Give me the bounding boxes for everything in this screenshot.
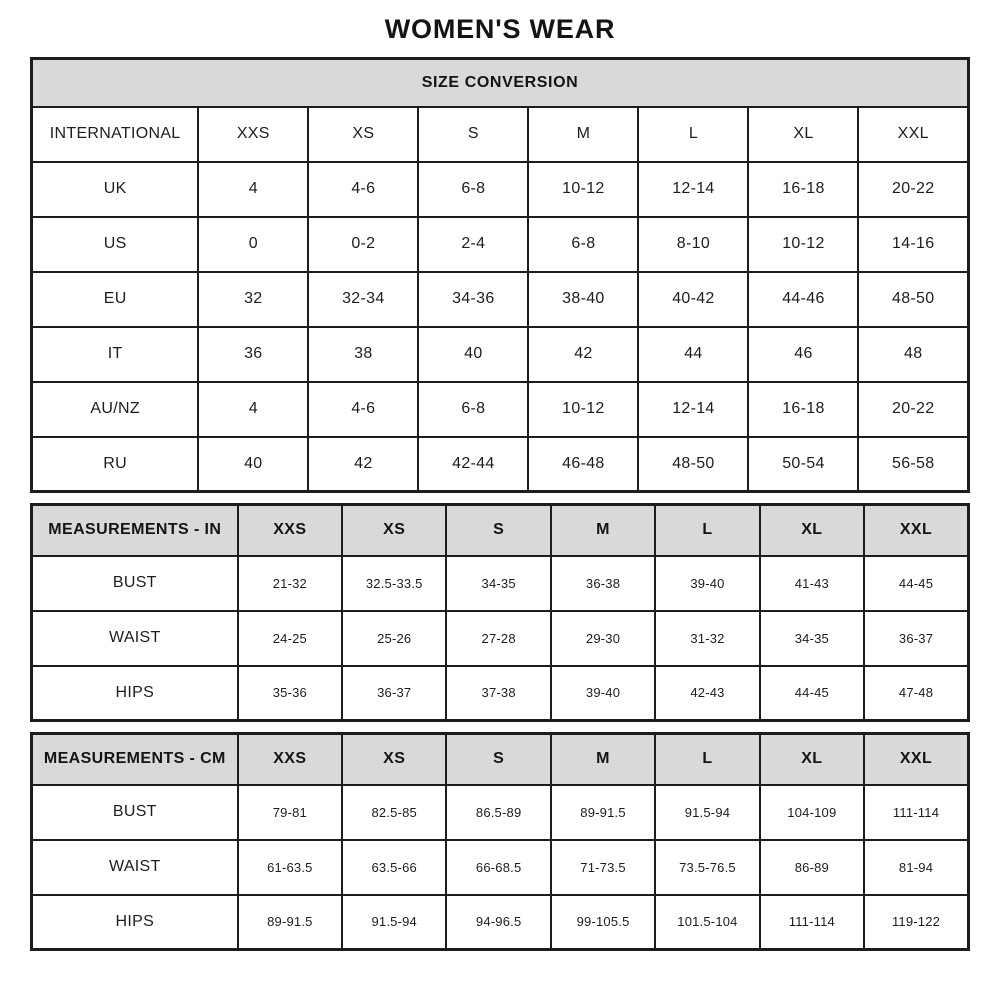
value-cell: 29-30 [551,611,655,666]
value-cell: 6-8 [418,162,528,217]
value-cell: 61-63.5 [238,840,342,895]
value-cell: 6-8 [528,217,638,272]
value-cell: 38 [308,327,418,382]
value-cell: 47-48 [864,666,968,721]
value-cell: 4 [198,162,308,217]
row-label: US [32,217,199,272]
value-cell: 38-40 [528,272,638,327]
size-column-header: XS [342,505,446,556]
size-column-header: XXS [198,107,308,162]
value-cell: 119-122 [864,895,968,950]
column-header-row [32,505,969,556]
value-cell: 39-40 [655,556,759,611]
value-cell: 0-2 [308,217,418,272]
value-cell: 8-10 [638,217,748,272]
table-row [32,217,969,272]
value-cell: 20-22 [858,162,968,217]
value-cell: 79-81 [238,785,342,840]
corner-header-cell: MEASUREMENTS - CM [32,734,238,785]
value-cell: 25-26 [342,611,446,666]
value-cell: 42 [308,437,418,492]
value-cell: 111-114 [760,895,864,950]
value-cell: 50-54 [748,437,858,492]
size-column-header: M [551,734,655,785]
size-column-header: S [446,505,550,556]
value-cell: 2-4 [418,217,528,272]
table-row [32,437,969,492]
value-cell: 99-105.5 [551,895,655,950]
table-banner: SIZE CONVERSION [32,59,969,107]
value-cell: 44-45 [864,556,968,611]
value-cell: 20-22 [858,382,968,437]
value-cell: 40 [198,437,308,492]
table-row [32,785,969,840]
value-cell: 4-6 [308,162,418,217]
size-column-header: S [418,107,528,162]
value-cell: 6-8 [418,382,528,437]
size-column-header: XL [748,107,858,162]
value-cell: 111-114 [864,785,968,840]
table-row [32,327,969,382]
value-cell: 32 [198,272,308,327]
value-cell: 41-43 [760,556,864,611]
value-cell: 48-50 [858,272,968,327]
value-cell: 34-35 [760,611,864,666]
value-cell: 42 [528,327,638,382]
table-row [32,895,969,950]
corner-header-cell: MEASUREMENTS - IN [32,505,238,556]
row-label: HIPS [32,895,238,950]
value-cell: 32-34 [308,272,418,327]
table-banner-row [32,59,969,107]
value-cell: 36-37 [342,666,446,721]
size-column-header: XXS [238,734,342,785]
value-cell: 4-6 [308,382,418,437]
value-cell: 71-73.5 [551,840,655,895]
value-cell: 94-96.5 [446,895,550,950]
value-cell: 82.5-85 [342,785,446,840]
size-column-header: L [638,107,748,162]
value-cell: 44-45 [760,666,864,721]
value-cell: 73.5-76.5 [655,840,759,895]
value-cell: 35-36 [238,666,342,721]
value-cell: 46 [748,327,858,382]
value-cell: 16-18 [748,162,858,217]
value-cell: 91.5-94 [655,785,759,840]
value-cell: 44-46 [748,272,858,327]
corner-header-cell: INTERNATIONAL [32,107,199,162]
row-label: AU/NZ [32,382,199,437]
value-cell: 36-37 [864,611,968,666]
row-label: EU [32,272,199,327]
value-cell: 44 [638,327,748,382]
value-cell: 42-43 [655,666,759,721]
value-cell: 89-91.5 [238,895,342,950]
size-conversion-body [32,59,969,492]
value-cell: 101.5-104 [655,895,759,950]
measurements-in-body [32,505,969,721]
value-cell: 81-94 [864,840,968,895]
table-row [32,162,969,217]
value-cell: 16-18 [748,382,858,437]
value-cell: 10-12 [528,162,638,217]
row-label: RU [32,437,199,492]
size-column-header: XXL [864,734,968,785]
size-column-header: M [528,107,638,162]
size-column-header: XXL [864,505,968,556]
table-row [32,272,969,327]
value-cell: 66-68.5 [446,840,550,895]
value-cell: 40 [418,327,528,382]
size-column-header: XS [308,107,418,162]
measurements-cm-table [30,732,970,951]
value-cell: 89-91.5 [551,785,655,840]
measurements-cm-body [32,734,969,950]
value-cell: 24-25 [238,611,342,666]
value-cell: 10-12 [528,382,638,437]
value-cell: 91.5-94 [342,895,446,950]
table-row [32,382,969,437]
value-cell: 34-36 [418,272,528,327]
value-cell: 31-32 [655,611,759,666]
value-cell: 86.5-89 [446,785,550,840]
row-label: BUST [32,556,238,611]
value-cell: 63.5-66 [342,840,446,895]
value-cell: 104-109 [760,785,864,840]
size-conversion-table [30,57,970,493]
value-cell: 46-48 [528,437,638,492]
table-row [32,666,969,721]
value-cell: 10-12 [748,217,858,272]
value-cell: 48 [858,327,968,382]
value-cell: 48-50 [638,437,748,492]
size-column-header: M [551,505,655,556]
size-column-header: XXS [238,505,342,556]
value-cell: 12-14 [638,162,748,217]
measurements-in-table [30,503,970,722]
column-header-row [32,107,969,162]
value-cell: 12-14 [638,382,748,437]
row-label: HIPS [32,666,238,721]
size-column-header: XXL [858,107,968,162]
value-cell: 0 [198,217,308,272]
table-row [32,840,969,895]
value-cell: 86-89 [760,840,864,895]
value-cell: 37-38 [446,666,550,721]
column-header-row [32,734,969,785]
value-cell: 34-35 [446,556,550,611]
value-cell: 27-28 [446,611,550,666]
row-label: UK [32,162,199,217]
row-label: WAIST [32,840,238,895]
size-column-header: XL [760,734,864,785]
value-cell: 32.5-33.5 [342,556,446,611]
value-cell: 39-40 [551,666,655,721]
size-column-header: L [655,734,759,785]
size-column-header: XS [342,734,446,785]
size-column-header: L [655,505,759,556]
value-cell: 14-16 [858,217,968,272]
value-cell: 4 [198,382,308,437]
value-cell: 40-42 [638,272,748,327]
value-cell: 42-44 [418,437,528,492]
size-column-header: XL [760,505,864,556]
value-cell: 36-38 [551,556,655,611]
row-label: WAIST [32,611,238,666]
value-cell: 36 [198,327,308,382]
table-row [32,556,969,611]
row-label: IT [32,327,199,382]
value-cell: 56-58 [858,437,968,492]
value-cell: 21-32 [238,556,342,611]
table-row [32,611,969,666]
row-label: BUST [32,785,238,840]
size-column-header: S [446,734,550,785]
page-title: WOMEN'S WEAR [384,14,616,44]
